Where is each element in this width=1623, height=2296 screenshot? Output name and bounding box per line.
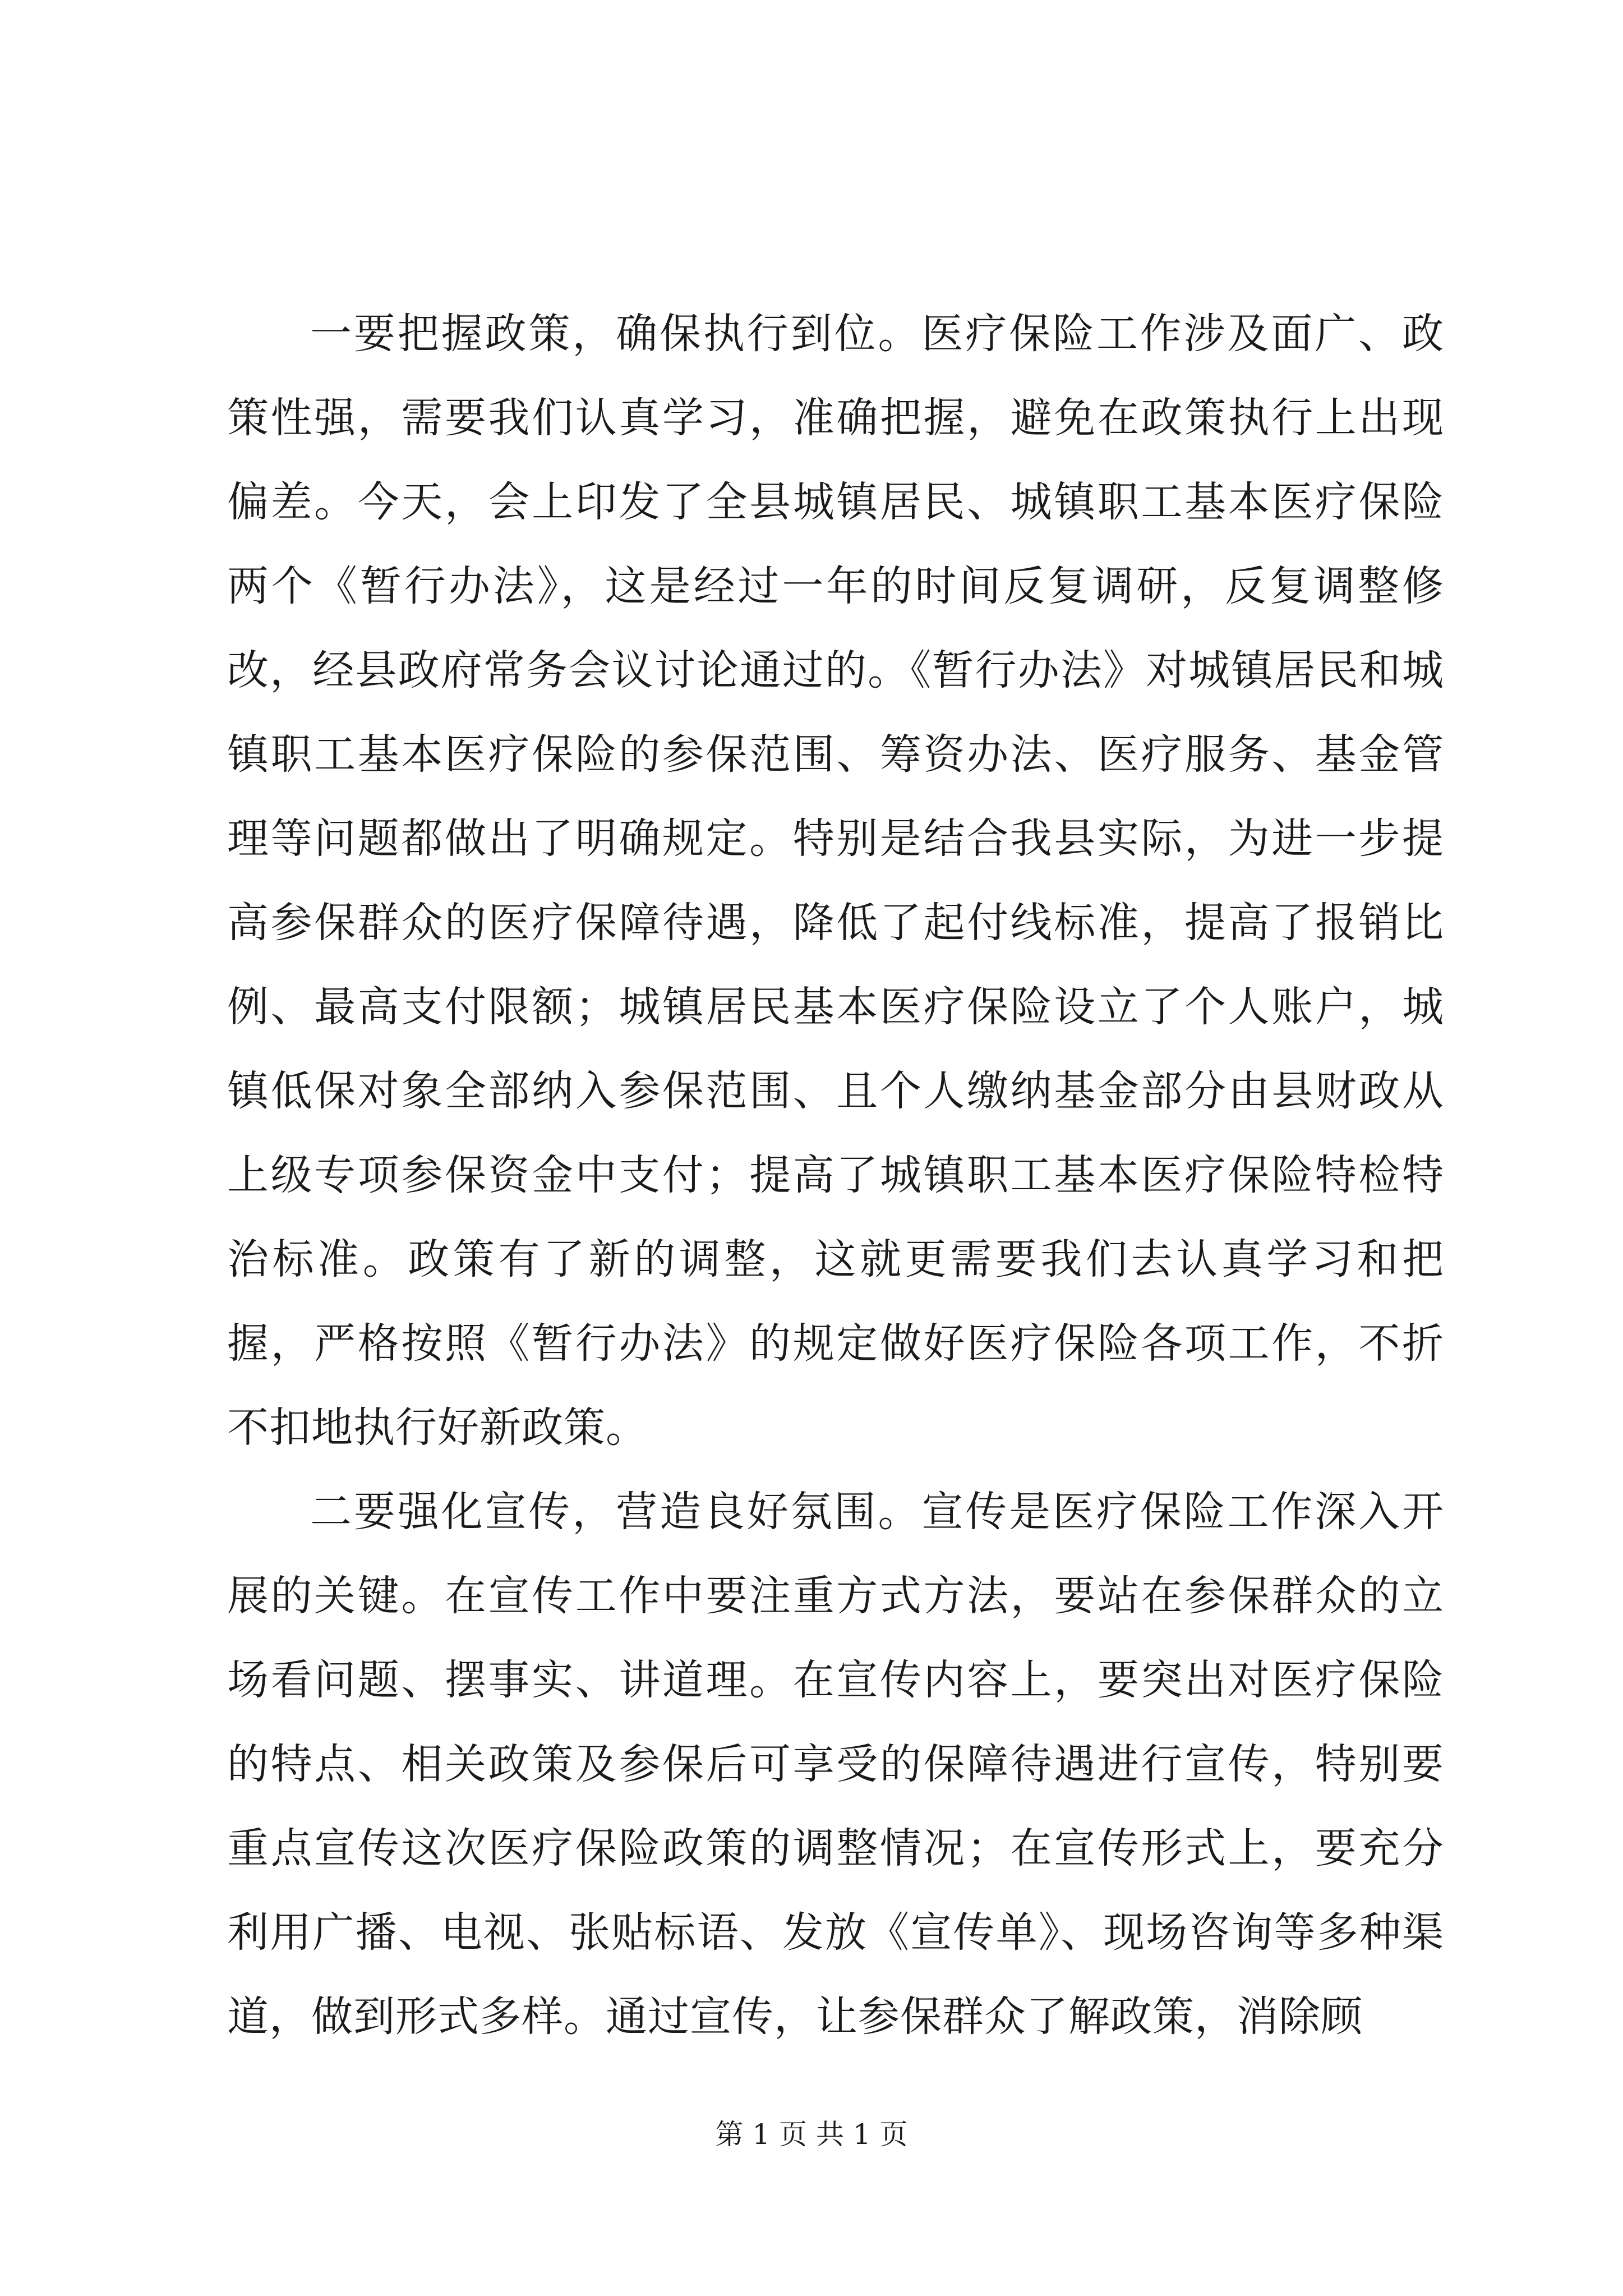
body-text	[227, 292, 1444, 2059]
paragraph-publicity: 二要强化宣传，营造良好氛围。宣传是医疗保险工作深入开展的关键。在宣传工作中要注重方式方法，要站在参保群众的立场看问题、摆事实、讲道理。在宣传内容上，要突出对医疗保险的特点、相关政策及参保后可享受的保障待遇进行宣传，特别要重点宣传这次医疗保险政策的调整情况；在宣传形式上，要充分利用广播、电视、张贴标语、发放《宣传单》、现场咨询等多种渠道，做到形式多样。通过宣传，让参保群众了解政策，消除顾	[227, 1488, 1444, 2041]
paragraph-policy: 一要把握政策，确保执行到位。医疗保险工作涉及面广、政策性强，需要我们认真学习，准确把握，避免在政策执行上出现偏差。今天，会上印发了全县城镇居民、城镇职工基本医疗保险两个《暂行办法》，这是经过一年的时间反复调研，反复调整修改，经县政府常务会议讨论通过的。《暂行办法》对城镇居民和城镇职工基本医疗保险的参保范围、筹资办法、医疗服务、基金管理等问题都做出了明确规定。特别是结合我县实际，为进一步提高参保群众的医疗保障待遇，降低了起付线标准，提高了报销比例、最高支付限额；城镇居民基本医疗保险设立了个人账户，城镇低保对象全部纳入参保范围、且个人缴纳基金部分由县财政从上级专项参保资金中支付；提高了城镇职工基本医疗保险特检特治标准。政策有了新的调整，这就更需要我们去认真学习和把握，严格按照《暂行办法》的规定做好医疗保险各项工作，不折不扣地执行好新政策。	[227, 310, 1444, 1452]
page-footer: 第 1 页 共 1 页	[715, 2118, 908, 2151]
